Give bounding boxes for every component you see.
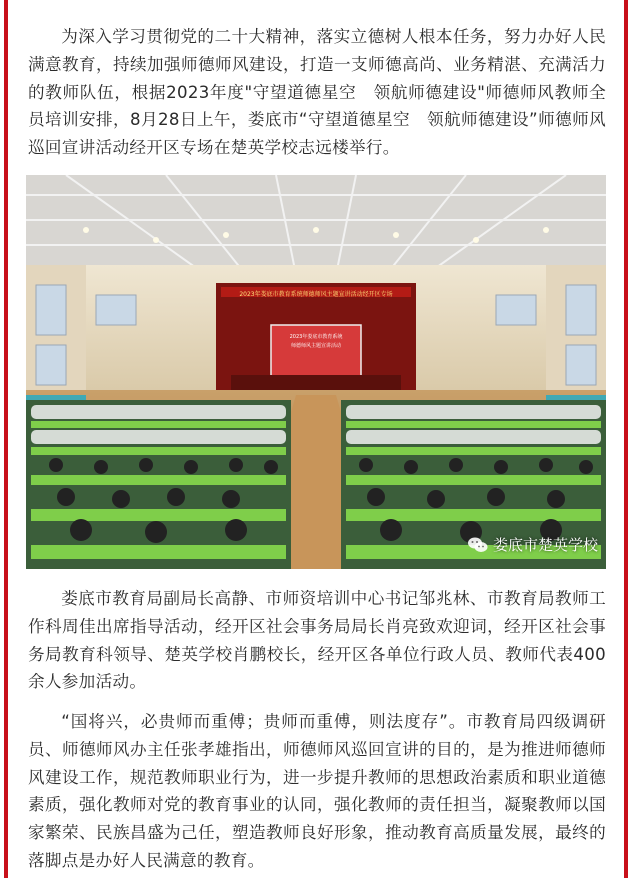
watermark-text: 娄底市楚英学校	[492, 536, 598, 554]
stage-screen-line1: 2023年娄底市教育系统	[289, 334, 343, 340]
article-paragraph-intro: 为深入学习贯彻党的二十大精神，落实立德树人根本任务，努力办好人民满意教育，持续加强师德师风建设，打造一支师德高尚、业务精湛、充满活力的教师队伍，根据2023年度"守望道德星空 领航师德建设"师德师风教师全员培训安排，8月28日上午，娄底市“守望道德星空 领航师德建设”师德师风巡回宣讲活动经开区专场在楚英学校志远楼举行。	[28, 27, 606, 158]
stage-screen-text	[271, 333, 361, 351]
article-paragraph-speech: “国将兴，必贵师而重傅；贵师而重傅，则法度存”。市教育局四级调研员、师德师风办主任张孝雄指出，师德师风巡回宣讲的目的，是为推进师德师风建设工作，规范教师职业行为，进一步提升教师的思想政治素质和职业道德素质，强化教师对党的教育事业的认同，强化教师的责任担当，凝聚教师以国家繁荣、民族昌盛为己任，塑造教师良好形象，推动教育高质量发展，最终的落脚点是办好人民满意的教育。	[28, 712, 606, 870]
wechat-icon	[467, 536, 489, 554]
article-paragraph-attendees: 娄底市教育局副局长高静、市师资培训中心书记邹兆林、市教育局教师工作科周佳出席指导活动，经开区社会事务局局长肖亮致欢迎词，经开区社会事务局教育科领导、楚英学校肖鹏校长，经开区各单位行政人员、教师代表400余人参加活动。	[28, 589, 606, 692]
stage-screen-line2: 师德师风主题宣讲活动	[290, 343, 341, 349]
stage-banner: 2023年娄底市教育系统师德师风主题宣讲活动经开区专场	[239, 291, 393, 298]
event-photo-illustration	[26, 175, 606, 569]
photo-watermark	[467, 534, 598, 555]
event-photo	[26, 175, 606, 569]
